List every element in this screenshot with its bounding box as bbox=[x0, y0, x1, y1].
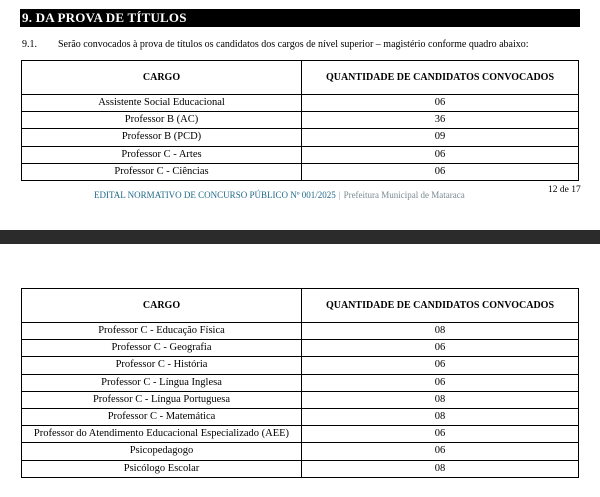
table-row bbox=[22, 357, 579, 374]
quantidade-cell: 06 bbox=[302, 426, 579, 443]
table-row bbox=[22, 443, 579, 460]
cargo-cell: Professor C - Ciências bbox=[22, 163, 302, 180]
clause-paragraph bbox=[22, 38, 582, 51]
table-row bbox=[22, 129, 579, 146]
cargo-cell: Psicólogo Escolar bbox=[22, 460, 302, 477]
table-row bbox=[22, 408, 579, 425]
quantidade-cell: 08 bbox=[302, 460, 579, 477]
quantidade-cell: 08 bbox=[302, 391, 579, 408]
cargo-cell: Professor C - Língua Inglesa bbox=[22, 374, 302, 391]
cargo-cell: Professor C - História bbox=[22, 357, 302, 374]
header-quantidade: QUANTIDADE DE CANDIDATOS CONVOCADOS bbox=[302, 61, 579, 95]
table-row bbox=[22, 426, 579, 443]
table-row bbox=[22, 374, 579, 391]
cargo-cell: Professor C - Matemática bbox=[22, 408, 302, 425]
cargo-cell: Professor C - Geografia bbox=[22, 340, 302, 357]
footer-edital: EDITAL NORMATIVO DE CONCURSO PÚBLICO Nº 001/2025 bbox=[94, 190, 336, 200]
quantidade-cell: 06 bbox=[302, 95, 579, 112]
table-header-row bbox=[22, 289, 579, 323]
quantidade-cell: 06 bbox=[302, 443, 579, 460]
table-header-row bbox=[22, 61, 579, 95]
header-quantidade: QUANTIDADE DE CANDIDATOS CONVOCADOS bbox=[302, 289, 579, 323]
table-row bbox=[22, 391, 579, 408]
quantidade-cell: 06 bbox=[302, 146, 579, 163]
cargo-cell: Professor do Atendimento Educacional Especializado (AEE) bbox=[22, 426, 302, 443]
page-number: 12 de 17 bbox=[548, 185, 581, 195]
clause-text: Serão convocados à prova de títulos os candidatos dos cargos de nível superior – magistério conforme quadro abaixo: bbox=[58, 39, 529, 50]
table-row bbox=[22, 323, 579, 340]
page-separator bbox=[0, 230, 600, 244]
convocados-table-2 bbox=[21, 288, 579, 478]
convocados-table-1 bbox=[21, 60, 579, 181]
quantidade-cell: 06 bbox=[302, 374, 579, 391]
quantidade-cell: 36 bbox=[302, 112, 579, 129]
table-row bbox=[22, 112, 579, 129]
cargo-cell: Professor C - Artes bbox=[22, 146, 302, 163]
clause-number: 9.1. bbox=[22, 39, 37, 50]
header-cargo: CARGO bbox=[22, 289, 302, 323]
cargo-cell: Psicopedagogo bbox=[22, 443, 302, 460]
table-row bbox=[22, 95, 579, 112]
quantidade-cell: 09 bbox=[302, 129, 579, 146]
table-row bbox=[22, 340, 579, 357]
quantidade-cell: 06 bbox=[302, 357, 579, 374]
footer-prefeitura: Prefeitura Municipal de Mataraca bbox=[343, 190, 465, 200]
cargo-cell: Assistente Social Educacional bbox=[22, 95, 302, 112]
quantidade-cell: 08 bbox=[302, 323, 579, 340]
quantidade-cell: 08 bbox=[302, 408, 579, 425]
table-row bbox=[22, 460, 579, 477]
section-heading: 9. DA PROVA DE TÍTULOS bbox=[20, 9, 580, 27]
header-cargo: CARGO bbox=[22, 61, 302, 95]
page-footer bbox=[94, 190, 465, 200]
table-row bbox=[22, 146, 579, 163]
cargo-cell: Professor B (AC) bbox=[22, 112, 302, 129]
quantidade-cell: 06 bbox=[302, 340, 579, 357]
table-row bbox=[22, 163, 579, 180]
cargo-cell: Professor C - Língua Portuguesa bbox=[22, 391, 302, 408]
footer-separator: | bbox=[338, 190, 341, 200]
cargo-cell: Professor C - Educação Física bbox=[22, 323, 302, 340]
quantidade-cell: 06 bbox=[302, 163, 579, 180]
cargo-cell: Professor B (PCD) bbox=[22, 129, 302, 146]
